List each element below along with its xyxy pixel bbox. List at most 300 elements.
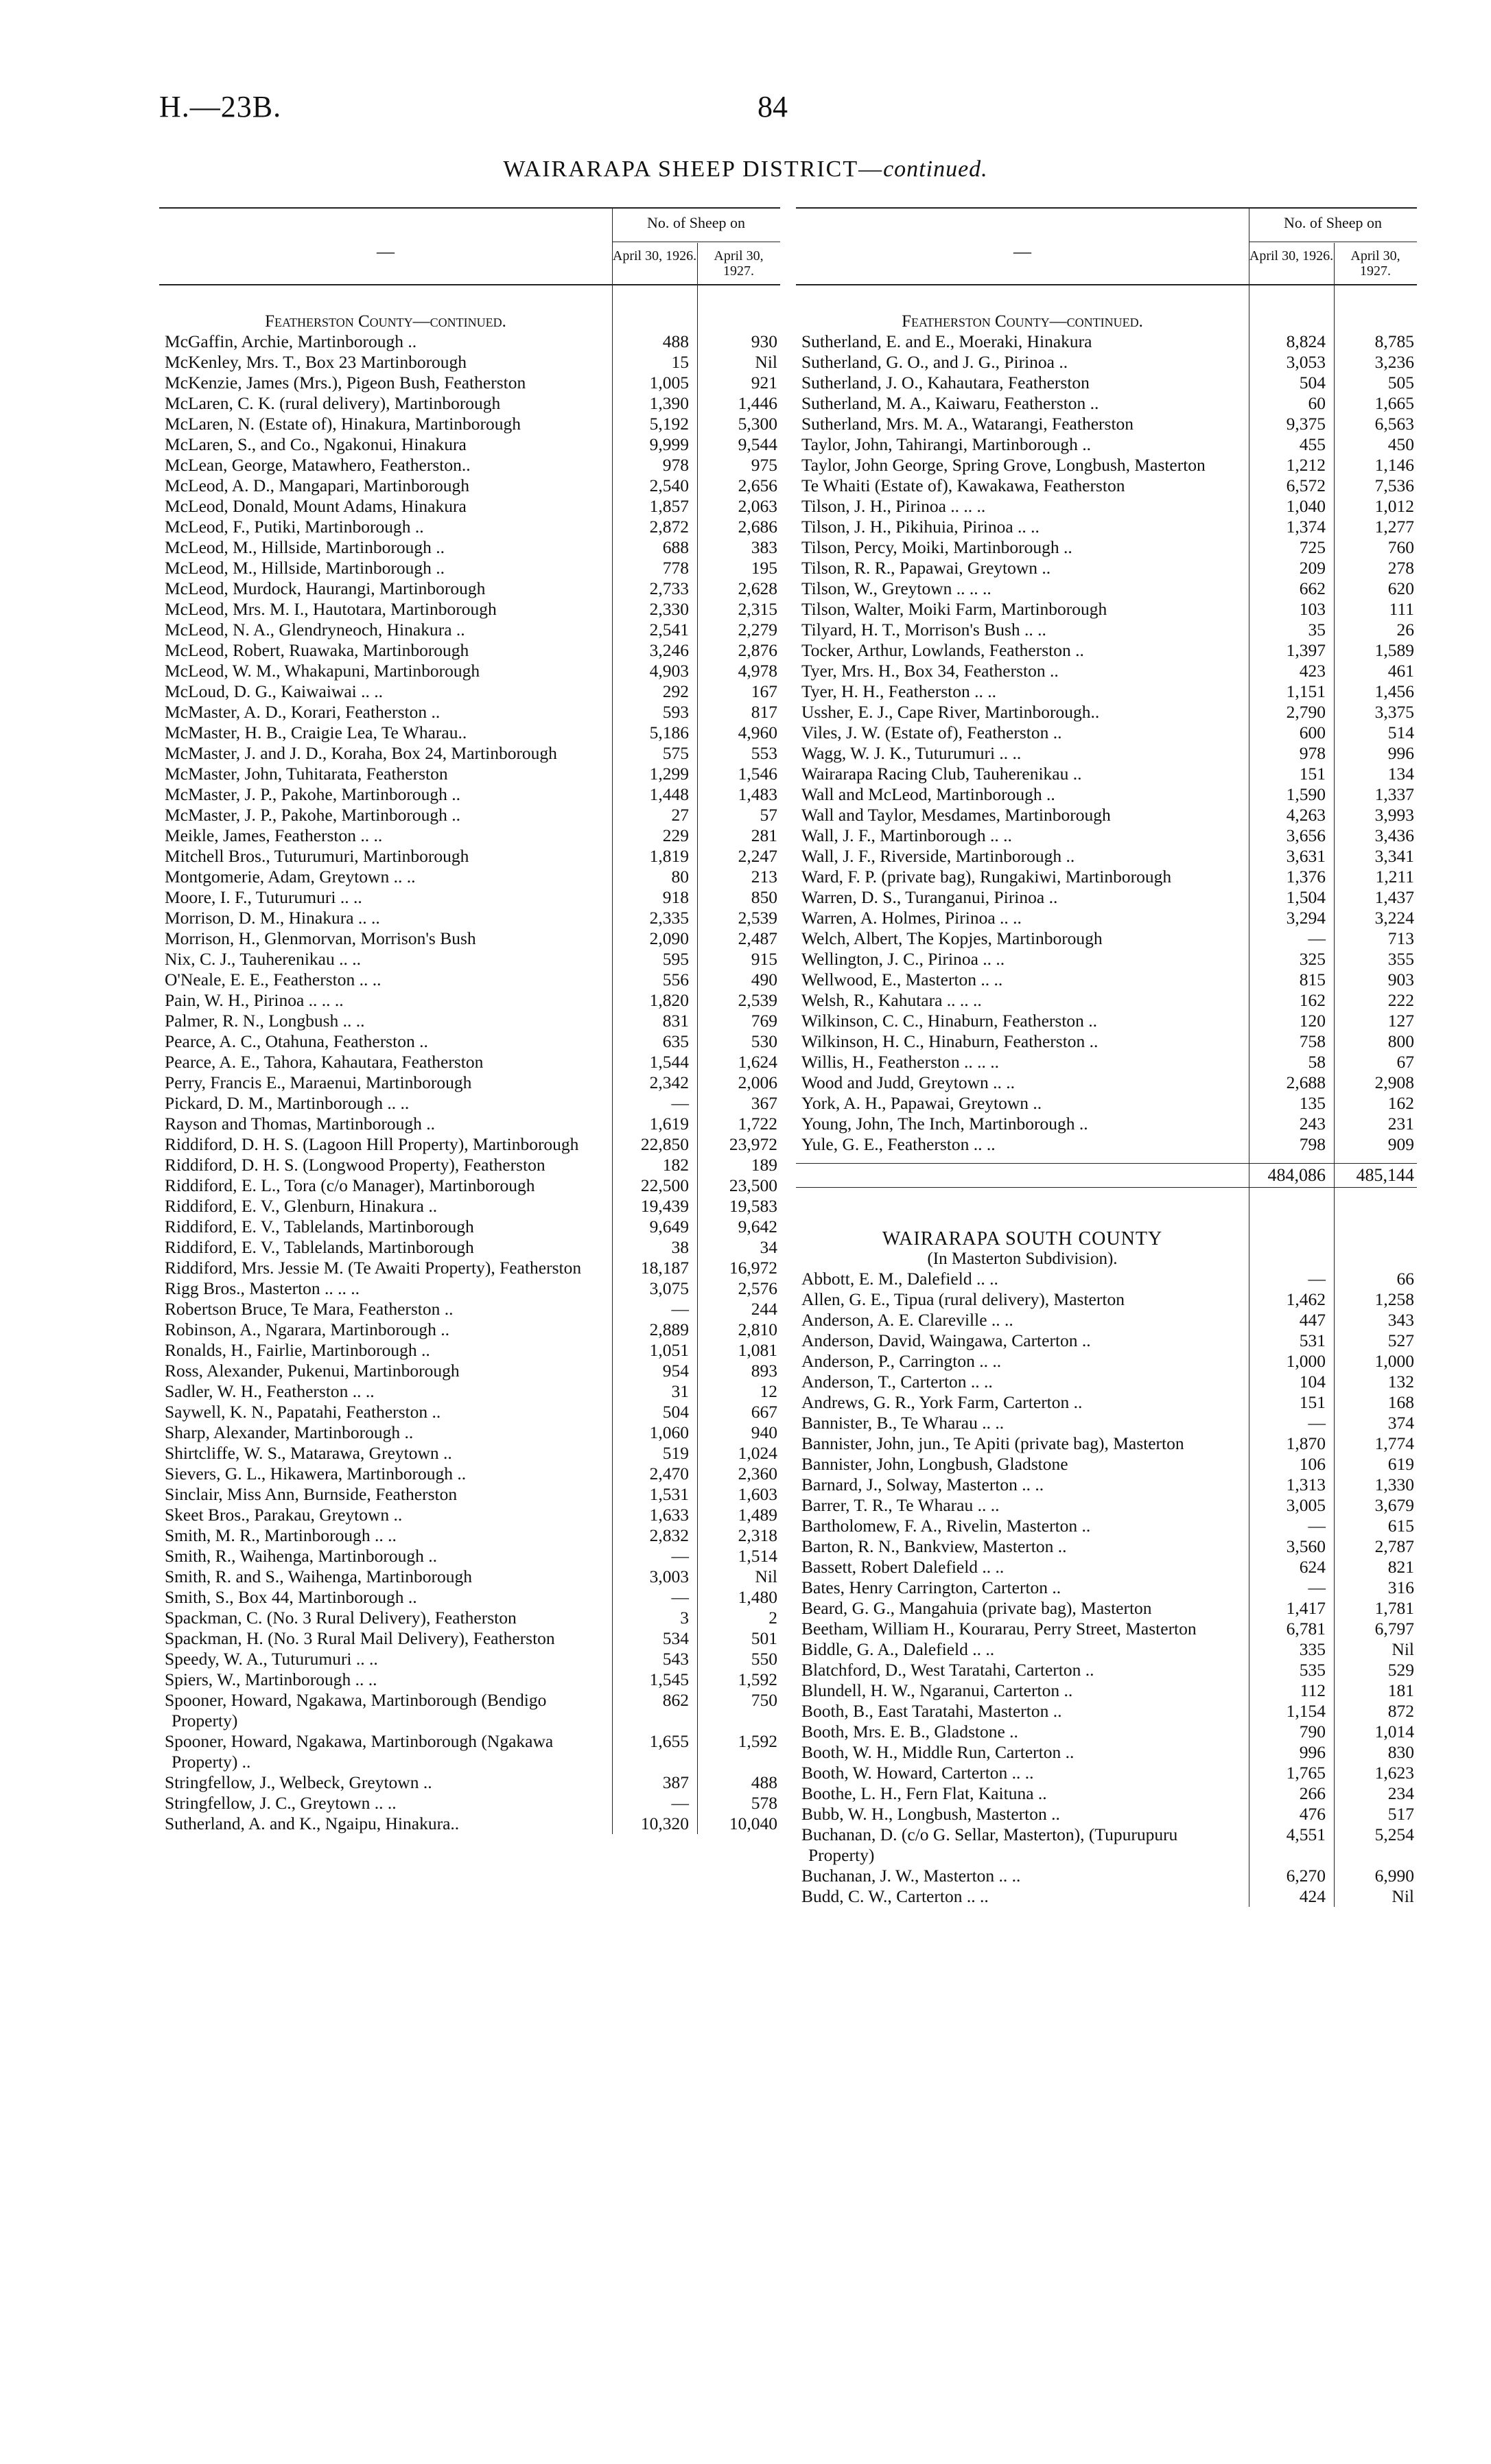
owner-name: Taylor, John George, Spring Grove, Longbush, Masterton	[801, 455, 1206, 475]
sheep-1926: 35	[1308, 620, 1326, 640]
owner-name: Sutherland, J. O., Kahautara, Featherston	[801, 373, 1090, 392]
table-row	[159, 1402, 780, 1422]
sheep-1927: 2,318	[738, 1525, 777, 1545]
sheep-1926: 455	[1299, 434, 1326, 454]
table-row	[796, 1433, 1417, 1454]
sheep-1926: 1,531	[649, 1484, 689, 1504]
sheep-1927: 23,972	[729, 1134, 777, 1154]
sheep-1927: 181	[1387, 1680, 1414, 1700]
sheep-1926: —	[671, 1546, 689, 1566]
sheep-1926: 2,688	[1286, 1072, 1326, 1092]
sheep-1926: 2,540	[649, 476, 689, 495]
section-heading-wairarapa-south: WAIRARAPA SOUTH COUNTY	[882, 1228, 1163, 1249]
table-row	[796, 867, 1417, 887]
owner-name: Smith, S., Box 44, Martinborough ..	[165, 1587, 417, 1607]
owner-name: Wagg, W. J. K., Tuturumuri .. ..	[801, 743, 1022, 763]
right-table-body	[796, 285, 1417, 1907]
sheep-1927: 530	[751, 1031, 777, 1051]
total-1927: 485,144	[1356, 1165, 1414, 1185]
owner-name: Smith, R. and S., Waihenga, Martinborough	[165, 1567, 472, 1586]
owner-name: Rigg Bros., Masterton .. .. ..	[165, 1278, 360, 1298]
sheep-1926: 758	[1299, 1031, 1326, 1051]
sheep-1926: 112	[1300, 1680, 1326, 1700]
owner-name: McLeod, A. D., Mangapari, Martinborough	[165, 476, 470, 495]
district-title-cont: continued.	[883, 156, 988, 182]
sheep-1927: 1,722	[738, 1114, 777, 1134]
sheep-1927: 2,539	[738, 908, 777, 928]
owner-name: Riddiford, E. L., Tora (c/o Manager), Martinborough	[165, 1175, 535, 1195]
sheep-1926: 575	[662, 743, 689, 763]
sheep-1927: Nil	[1392, 1639, 1414, 1659]
sheep-1926: 3,053	[1286, 352, 1326, 372]
table-row	[796, 1516, 1417, 1536]
owner-name: McLeod, N. A., Glendryneoch, Hinakura ..	[165, 620, 465, 640]
sheep-1926: 504	[662, 1402, 689, 1422]
table-row	[796, 1763, 1417, 1783]
sheep-1927: 213	[751, 867, 777, 887]
sheep-1927: 1,211	[1375, 867, 1414, 887]
table-row	[159, 517, 780, 537]
sheep-1927: 1,014	[1374, 1722, 1414, 1741]
owner-name: Barnard, J., Solway, Masterton .. ..	[801, 1475, 1044, 1494]
table-row	[796, 373, 1417, 393]
owner-name: Stringfellow, J., Welbeck, Greytown ..	[165, 1772, 432, 1792]
sheep-1926: 1,819	[649, 846, 689, 866]
sheep-1926: 104	[1299, 1372, 1326, 1392]
sheep-1927: 1,480	[738, 1587, 777, 1607]
sheep-1927: 6,797	[1374, 1619, 1414, 1639]
owner-name: Smith, R., Waihenga, Martinborough ..	[165, 1546, 437, 1566]
sheep-1927: 2,360	[738, 1464, 777, 1483]
sheep-1926: 543	[662, 1649, 689, 1669]
sheep-1926: —	[671, 1793, 689, 1813]
sheep-1927: 8,785	[1374, 331, 1414, 351]
owner-name: Bannister, John, jun., Te Apiti (private bag), Masterton	[801, 1433, 1184, 1453]
table-row	[159, 1525, 780, 1546]
table-row	[796, 1093, 1417, 1114]
table-row	[796, 1114, 1417, 1134]
sheep-1927: 2,063	[738, 496, 777, 516]
sheep-1927: 2,876	[738, 640, 777, 660]
table-row	[159, 496, 780, 517]
owner-name: Sutherland, M. A., Kaiwaru, Featherston ..	[801, 393, 1099, 413]
sheep-1926: 9,375	[1286, 414, 1326, 434]
sheep-1927: Nil	[755, 1567, 777, 1586]
table-row	[159, 558, 780, 578]
table-row	[796, 558, 1417, 578]
sheep-1927: 1,437	[1374, 887, 1414, 907]
sheep-1926: 19,439	[640, 1196, 689, 1216]
sheep-1927: 1,489	[738, 1505, 777, 1525]
owner-name: Anderson, David, Waingawa, Carterton ..	[801, 1330, 1091, 1350]
sheep-1927: 1,483	[738, 784, 777, 804]
table-row	[796, 1701, 1417, 1722]
owner-name: Sievers, G. L., Hikawera, Martinborough ..	[165, 1464, 467, 1483]
owner-name: Ussher, E. J., Cape River, Martinborough..	[801, 702, 1100, 722]
sheep-1926: —	[671, 1587, 689, 1607]
sheep-1927: 1,514	[738, 1546, 777, 1566]
table-row	[796, 764, 1417, 784]
table-row	[159, 1031, 780, 1052]
owner-name: Tilson, W., Greytown .. .. ..	[801, 578, 991, 598]
sheep-1927: 1,624	[738, 1052, 777, 1072]
sheep-1927: 760	[1387, 537, 1414, 557]
table-row	[159, 1443, 780, 1464]
owner-name: Robinson, A., Ngarara, Martinborough ..	[165, 1319, 450, 1339]
owner-name: Wall, J. F., Martinborough .. ..	[801, 825, 1012, 845]
sheep-1927: 1,546	[738, 764, 777, 784]
owner-name: Pearce, A. C., Otahuna, Featherston ..	[165, 1031, 428, 1051]
owner-name: Spackman, C. (No. 3 Rural Delivery), Featherston	[165, 1608, 517, 1628]
owner-name: Sinclair, Miss Ann, Burnside, Featherston	[165, 1484, 458, 1504]
sheep-1926: 1,544	[649, 1052, 689, 1072]
sheep-1927: 66	[1396, 1269, 1414, 1289]
table-row	[159, 331, 780, 352]
sheep-1926: 423	[1299, 661, 1326, 681]
table-row	[796, 1866, 1417, 1886]
owner-name: O'Neale, E. E., Featherston .. ..	[165, 970, 381, 989]
owner-name: Riddiford, D. H. S. (Longwood Property), Featherston	[165, 1155, 545, 1175]
table-row	[796, 414, 1417, 434]
sheep-1926: 624	[1299, 1557, 1326, 1577]
owner-name: Spiers, W., Martinborough .. ..	[165, 1669, 377, 1689]
sheep-1927: 1,603	[738, 1484, 777, 1504]
sheep-1927: 6,990	[1374, 1866, 1414, 1886]
sheep-1927: 4,960	[738, 723, 777, 742]
owner-name: Saywell, K. N., Papatahi, Featherston ..	[165, 1402, 441, 1422]
sheep-1927: 488	[751, 1772, 777, 1792]
sheep-1927: 222	[1387, 990, 1414, 1010]
sheep-1927: 1,146	[1374, 455, 1414, 475]
sheep-1927: 505	[1387, 373, 1414, 392]
sheep-1927: 2	[768, 1608, 777, 1628]
table-row	[159, 764, 780, 784]
table-row	[159, 1072, 780, 1093]
sheep-1927: 4,978	[738, 661, 777, 681]
owner-name: Wilkinson, C. C., Hinaburn, Featherston ..	[801, 1011, 1098, 1031]
sheep-1927: 821	[1387, 1557, 1414, 1577]
owner-name: Sutherland, E. and E., Moeraki, Hinakura	[801, 331, 1092, 351]
table-row	[159, 1567, 780, 1587]
sheep-1926: 209	[1299, 558, 1326, 578]
sheep-1927: 195	[751, 558, 777, 578]
sheep-1926: 4,551	[1286, 1824, 1326, 1844]
sheep-1926: 3,075	[649, 1278, 689, 1298]
sheep-1927: 940	[751, 1422, 777, 1442]
owner-name: Riddiford, E. V., Tablelands, Martinborough	[165, 1217, 474, 1236]
sheep-1926: 831	[662, 1011, 689, 1031]
owner-name: McLeod, M., Hillside, Martinborough ..	[165, 537, 445, 557]
owner-name: McLoud, D. G., Kaiwaiwai .. ..	[165, 681, 383, 701]
page-header	[0, 89, 1491, 144]
table-row	[159, 414, 780, 434]
sheep-1926: 103	[1299, 599, 1326, 619]
sheep-1927: 316	[1387, 1577, 1414, 1597]
total-label-blank	[796, 1164, 1249, 1187]
owner-name: Wairarapa Racing Club, Tauherenikau ..	[801, 764, 1082, 784]
owner-name: McMaster, A. D., Korari, Featherston ..	[165, 702, 441, 722]
table-row	[796, 1804, 1417, 1824]
table-row	[796, 1536, 1417, 1557]
sheep-1926: 1,765	[1286, 1763, 1326, 1783]
table-row	[796, 887, 1417, 908]
sheep-1927: 2,315	[738, 599, 777, 619]
owner-name: Spooner, Howard, Ngakawa, Martinborough (Bendigo Property)	[165, 1690, 547, 1730]
owner-name: Pain, W. H., Pirinoa .. .. ..	[165, 990, 344, 1010]
sheep-1926: —	[1308, 1577, 1326, 1597]
sheep-1927: 1,081	[738, 1340, 777, 1360]
table-row	[159, 1340, 780, 1361]
sheep-1926: 595	[662, 949, 689, 969]
sheep-1926: 1,857	[649, 496, 689, 516]
owner-name: Riddiford, D. H. S. (Lagoon Hill Property), Martinborough	[165, 1134, 579, 1154]
table-row	[159, 970, 780, 990]
sheep-1927: 19,583	[729, 1196, 777, 1216]
owner-name: Bates, Henry Carrington, Carterton ..	[801, 1577, 1061, 1597]
table-row	[159, 1381, 780, 1402]
sheep-1927: 26	[1396, 620, 1414, 640]
owner-name: Wellington, J. C., Pirinoa .. ..	[801, 949, 1005, 969]
sheep-1927: 2,279	[738, 620, 777, 640]
sheep-1926: 1,376	[1286, 867, 1326, 887]
sheep-1926: —	[671, 1093, 689, 1113]
sheep-1926: 978	[1299, 743, 1326, 763]
sheep-1927: 903	[1387, 970, 1414, 989]
sheep-1926: 135	[1299, 1093, 1326, 1113]
sheep-1927: 615	[1387, 1516, 1414, 1536]
sheep-1926: 18,187	[640, 1258, 689, 1278]
owner-name: Tilson, Percy, Moiki, Martinborough ..	[801, 537, 1072, 557]
table-row	[159, 599, 780, 620]
table-row	[796, 1722, 1417, 1742]
sheep-1926: 1,619	[649, 1114, 689, 1134]
table-row	[159, 681, 780, 702]
owner-name: Sutherland, Mrs. M. A., Watarangi, Featherston	[801, 414, 1134, 434]
owner-name: Buchanan, J. W., Masterton .. ..	[801, 1866, 1021, 1886]
sheep-1926: 1,655	[649, 1731, 689, 1751]
sheep-1926: 519	[662, 1443, 689, 1463]
sheep-1926: 38	[671, 1237, 689, 1257]
owner-name: Sutherland, G. O., and J. G., Pirinoa ..	[801, 352, 1068, 372]
sheep-1926: 243	[1299, 1114, 1326, 1134]
owner-name: Nix, C. J., Tauherenikau .. ..	[165, 949, 361, 969]
sheep-1926: 151	[1299, 764, 1326, 784]
owner-name: Welsh, R., Kahutara .. .. ..	[801, 990, 982, 1010]
owner-name: Taylor, John, Tahirangi, Martinborough ..	[801, 434, 1091, 454]
table-row	[159, 1690, 780, 1731]
table-row	[796, 949, 1417, 970]
sheep-1927: 1,589	[1374, 640, 1414, 660]
owner-name: McLeod, W. M., Whakapuni, Martinborough	[165, 661, 480, 681]
table-row	[159, 476, 780, 496]
header-year-1927: April 30, 1927.	[1350, 248, 1400, 279]
sheep-1927: 1,774	[1374, 1433, 1414, 1453]
owner-name: Beetham, William H., Kourarau, Perry Street, Masterton	[801, 1619, 1197, 1639]
table-row	[796, 352, 1417, 373]
owner-name: Stringfellow, J. C., Greytown .. ..	[165, 1793, 397, 1813]
right-table	[796, 207, 1417, 1907]
owner-name: Young, John, The Inch, Martinborough ..	[801, 1114, 1088, 1134]
owner-name: Tyer, Mrs. H., Box 34, Featherston ..	[801, 661, 1059, 681]
table-row	[159, 887, 780, 908]
owner-name: Biddle, G. A., Dalefield .. ..	[801, 1639, 995, 1659]
table-row	[796, 1495, 1417, 1516]
table-row	[159, 640, 780, 661]
owner-name: Ross, Alexander, Pukenui, Martinborough	[165, 1361, 460, 1381]
table-row	[796, 1742, 1417, 1763]
sheep-1926: 1,504	[1286, 887, 1326, 907]
owner-name: Tilson, R. R., Papawai, Greytown ..	[801, 558, 1051, 578]
sheep-1926: 27	[671, 805, 689, 825]
sheep-1927: 1,446	[738, 393, 777, 413]
table-row	[159, 1237, 780, 1258]
sheep-1927: 16,972	[729, 1258, 777, 1278]
owner-name: McLeod, Mrs. M. I., Hautotara, Martinborough	[165, 599, 497, 619]
owner-name: Spooner, Howard, Ngakawa, Martinborough (Ngakawa Property) ..	[165, 1731, 554, 1772]
sheep-1926: 266	[1299, 1783, 1326, 1803]
table-row	[159, 1772, 780, 1793]
sheep-1927: 921	[751, 373, 777, 392]
sheep-1926: 2,330	[649, 599, 689, 619]
district-title-main: WAIRARAPA SHEEP DISTRICT—	[503, 156, 884, 182]
sheep-1926: 5,192	[649, 414, 689, 434]
table-row	[796, 1680, 1417, 1701]
left-table	[159, 207, 780, 1834]
sheep-1927: 10,040	[729, 1814, 777, 1833]
sheep-1926: 8,824	[1286, 331, 1326, 351]
table-row	[796, 661, 1417, 681]
sheep-1927: 2,810	[738, 1319, 777, 1339]
owner-name: Booth, W. Howard, Carterton .. ..	[801, 1763, 1034, 1783]
sheep-1927: 162	[1387, 1093, 1414, 1113]
sheep-1926: 2,342	[649, 1072, 689, 1092]
owner-name: York, A. H., Papawai, Greytown ..	[801, 1093, 1042, 1113]
sheep-1926: 10,320	[640, 1814, 689, 1833]
sheep-1926: 182	[662, 1155, 689, 1175]
sheep-1927: 34	[760, 1237, 777, 1257]
sheep-1927: 1,456	[1374, 681, 1414, 701]
sheep-1927: 5,254	[1374, 1824, 1414, 1844]
owner-name: McKenley, Mrs. T., Box 23 Martinborough	[165, 352, 467, 372]
sheep-1926: 292	[662, 681, 689, 701]
owner-name: Viles, J. W. (Estate of), Featherston ..	[801, 723, 1062, 742]
left-table-body	[159, 285, 780, 1834]
owner-name: Booth, Mrs. E. B., Gladstone ..	[801, 1722, 1018, 1741]
page-id: H.—23B.	[159, 90, 282, 124]
sheep-1927: 2,628	[738, 578, 777, 598]
sheep-1926: 9,999	[649, 434, 689, 454]
sheep-1926: 3,246	[649, 640, 689, 660]
sheep-1927: 490	[751, 970, 777, 989]
sheep-1927: 713	[1387, 928, 1414, 948]
table-row	[796, 1289, 1417, 1310]
sheep-1927: 517	[1387, 1804, 1414, 1824]
owner-name: Palmer, R. N., Longbush .. ..	[165, 1011, 365, 1031]
sheep-1926: 3,631	[1286, 846, 1326, 866]
sheep-1926: 5,186	[649, 723, 689, 742]
owner-name: Te Whaiti (Estate of), Kawakawa, Featherston	[801, 476, 1125, 495]
sheep-1927: 3,679	[1374, 1495, 1414, 1515]
owner-name: Bartholomew, F. A., Rivelin, Masterton ..	[801, 1516, 1091, 1536]
sheep-1926: —	[1308, 928, 1326, 948]
table-row	[796, 825, 1417, 846]
table-row	[159, 784, 780, 805]
owner-name: McMaster, J. P., Pakohe, Martinborough ..	[165, 805, 461, 825]
sheep-1926: 1,060	[649, 1422, 689, 1442]
sheep-1927: 850	[751, 887, 777, 907]
owner-name: McLeod, F., Putiki, Martinborough ..	[165, 517, 424, 537]
table-row	[159, 743, 780, 764]
owner-name: Bannister, B., Te Wharau .. ..	[801, 1413, 1005, 1433]
table-row	[159, 455, 780, 476]
sheep-1926: 335	[1299, 1639, 1326, 1659]
sheep-1927: 244	[751, 1299, 777, 1319]
table-row	[796, 393, 1417, 414]
table-row	[159, 1731, 780, 1772]
sheep-1927: 2,576	[738, 1278, 777, 1298]
sheep-1927: 67	[1396, 1052, 1414, 1072]
sheep-1926: 778	[662, 558, 689, 578]
sheep-1926: 58	[1308, 1052, 1326, 1072]
sheep-1926: 1,462	[1286, 1289, 1326, 1309]
sheep-1926: 725	[1299, 537, 1326, 557]
sheep-1926: 534	[662, 1628, 689, 1648]
sheep-1926: 1,313	[1286, 1475, 1326, 1494]
sheep-1926: 2,790	[1286, 702, 1326, 722]
sheep-1926: 15	[671, 352, 689, 372]
sheep-1927: 167	[751, 681, 777, 701]
sheep-1926: 31	[671, 1381, 689, 1401]
sheep-1926: 996	[1299, 1742, 1326, 1762]
sheep-1927: 1,592	[738, 1731, 777, 1751]
sheep-1926: 3,560	[1286, 1536, 1326, 1556]
sheep-1927: 234	[1387, 1783, 1414, 1803]
sheep-1927: 667	[751, 1402, 777, 1422]
table-row	[796, 723, 1417, 743]
sheep-1927: 374	[1387, 1413, 1414, 1433]
table-row	[159, 928, 780, 949]
sheep-1926: 22,500	[640, 1175, 689, 1195]
sheep-1927: 2,787	[1374, 1536, 1414, 1556]
table-row	[796, 620, 1417, 640]
table-row	[159, 578, 780, 599]
table-row	[159, 990, 780, 1011]
sheep-1927: 5,300	[738, 414, 777, 434]
sheep-1926: 22,850	[640, 1134, 689, 1154]
sheep-1926: 2,090	[649, 928, 689, 948]
owner-name: Blundell, H. W., Ngaranui, Carterton ..	[801, 1680, 1073, 1700]
sheep-1927: 450	[1387, 434, 1414, 454]
table-row	[159, 1217, 780, 1237]
header-group-label: No. of Sheep on	[612, 214, 780, 242]
owner-name: McKenzie, James (Mrs.), Pigeon Bush, Featherston	[165, 373, 526, 392]
right-rows	[796, 331, 1417, 1155]
owner-name: Pickard, D. M., Martinborough .. ..	[165, 1093, 410, 1113]
district-title	[0, 156, 1491, 183]
owner-name: McMaster, H. B., Craigie Lea, Te Wharau..	[165, 723, 467, 742]
table-row	[159, 1299, 780, 1319]
table-row	[796, 1392, 1417, 1413]
table-row	[159, 1114, 780, 1134]
sheep-1926: 531	[1299, 1330, 1326, 1350]
owner-name: Sutherland, A. and K., Ngaipu, Hinakura..	[165, 1814, 460, 1833]
sheep-1926: —	[1308, 1269, 1326, 1289]
owner-name: Ronalds, H., Fairlie, Martinborough ..	[165, 1340, 430, 1360]
owner-name: Montgomerie, Adam, Greytown .. ..	[165, 867, 416, 887]
sheep-1926: 476	[1299, 1804, 1326, 1824]
owner-name: McLean, George, Matawhero, Featherston..	[165, 455, 471, 475]
sheep-1926: 1,390	[649, 393, 689, 413]
